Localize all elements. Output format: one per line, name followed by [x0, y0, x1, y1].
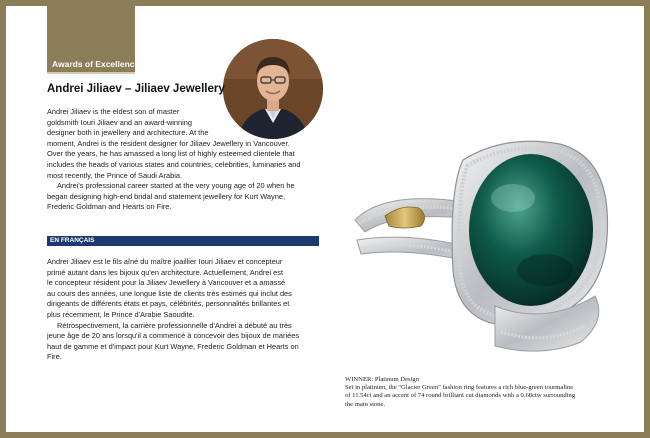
french-heading: EN FRANÇAIS [50, 237, 95, 244]
french-line: Rétrospectivement, la carrière professionnelle d'Andrei a débuté au très [57, 320, 292, 330]
english-line: Over the years, he has amassed a long list of highly esteemed clientele that [47, 149, 295, 159]
profile-title: Andrei Jiliaev – Jiliaev Jewellery [47, 83, 225, 95]
french-line: jeune âge de 20 ans lorsqu'il a commencé à concevoir des bijoux de mariées [47, 331, 300, 341]
english-line: goldsmith Iouri Jiliaev and an award-winning [47, 117, 193, 127]
french-body [47, 257, 323, 363]
caption-line: the main stone. [345, 400, 386, 408]
english-line: designer both in jewellery and architecture. At the [47, 128, 209, 138]
french-line: plus récemment, le Prince d'Arabie Saoudite. [47, 309, 195, 319]
caption-line: of 11.54ct and an accent of 74 round brilliant cut diamonds with a 0.68ctw surrounding [345, 392, 576, 400]
french-line: Fire. [47, 352, 62, 362]
english-line: Andrei's professional career started at the very young age of 20 when he [57, 181, 295, 191]
english-line: includes the heads of various states and countries, celebrities, luminaries and [47, 159, 301, 169]
ring-caption [345, 376, 610, 409]
english-body [47, 107, 327, 213]
french-line: au cours des années, une longue liste de clients très estimés qui inclut des [47, 288, 292, 298]
english-line: moment, Andrei is the resident designer for Jiliaev Jewellery in Vancouver. [47, 138, 290, 148]
english-line: most recently, the Prince of Saudi Arabia. [47, 170, 183, 180]
section-tab-label: Awards of Excellence [52, 59, 140, 69]
english-line: Andrei Jiliaev is the eldest son of master [47, 107, 180, 116]
ring-photo [345, 120, 615, 360]
english-line: began designing high-end bridal and statement jewellery for Kurt Wayne, [47, 191, 286, 201]
french-line: le concepteur résident pour la Jiliaev Jewellery à Vancouver et a amassé [47, 278, 286, 288]
french-line: Andrei Jiliaev est le fils aîné du maître joaillier Iouri Jiliaev et concepteur [47, 257, 283, 266]
french-line: dirigeants de différents états et pays, célébrités, personnalités brillantes et [47, 299, 290, 309]
section-tab-rule [47, 72, 135, 74]
caption-line: Set in platinum, the "Glacier Green" fashion ring features a rich blue-green tourmaline [345, 384, 574, 392]
french-line: haut de gamme et d'impact pour Kurt Wayne, Frederic Goldman et Hearts on [47, 341, 299, 351]
english-line: Frederic Goldman and Hearts on Fire. [47, 202, 172, 212]
french-line: primé autant dans les bijoux qu'en architecture. Actuellement, Andrei est [47, 267, 283, 277]
caption-award: WINNER: Platinum Design [345, 376, 419, 383]
